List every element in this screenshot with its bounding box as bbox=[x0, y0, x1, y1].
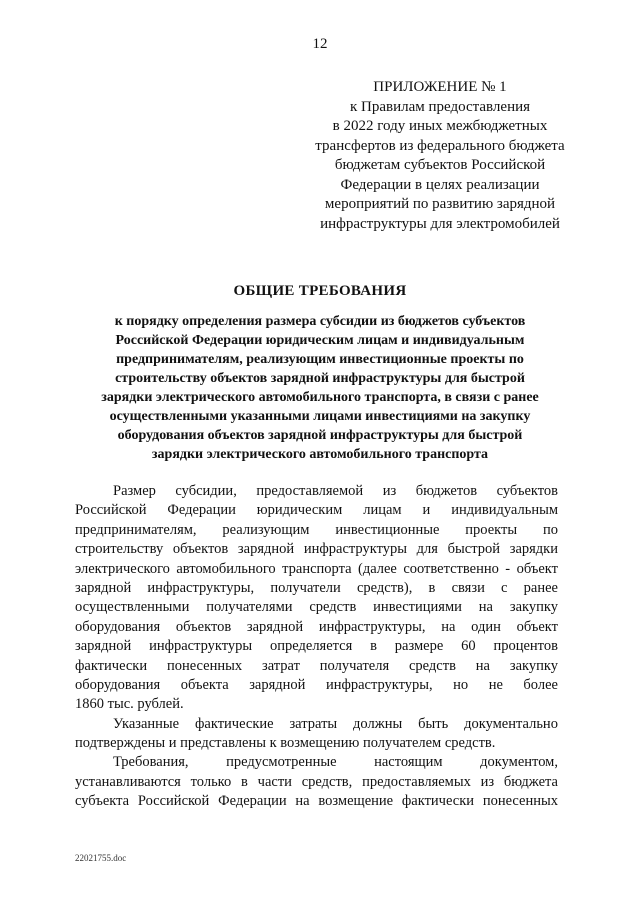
word: Федерации bbox=[218, 793, 287, 810]
subtitle-line: предпринимателям, реализующим инвестиционные проекты по bbox=[116, 352, 524, 367]
paragraph-2 bbox=[75, 715, 558, 754]
word: инфраструктуры, bbox=[325, 676, 433, 693]
word: получателя bbox=[319, 657, 390, 674]
word: объект bbox=[516, 618, 558, 635]
word: объектов bbox=[175, 618, 232, 635]
word: определяется bbox=[270, 638, 353, 655]
subtitle-line: осуществленными указанными лицами инвестициями на закупку bbox=[109, 409, 531, 424]
word: инфраструктуры bbox=[149, 638, 253, 655]
text-line bbox=[75, 753, 558, 772]
appendix-line: в 2022 году иных межбюджетных bbox=[332, 118, 548, 134]
word: субъекта bbox=[75, 793, 130, 810]
text-line bbox=[75, 540, 558, 559]
text-line bbox=[75, 482, 558, 501]
word: Размер bbox=[113, 483, 156, 499]
word: инвестициями bbox=[373, 599, 462, 616]
word: быть bbox=[418, 715, 449, 732]
appendix-line: Федерации в целях реализации bbox=[340, 176, 540, 193]
word: не bbox=[488, 676, 503, 693]
word: затраты bbox=[289, 715, 338, 732]
word: реализующим bbox=[222, 521, 310, 538]
word: в bbox=[241, 773, 248, 790]
word: настоящим bbox=[374, 754, 443, 771]
word: затрат bbox=[261, 657, 300, 674]
word: предоставляемых bbox=[362, 773, 471, 790]
text-line: 1860 тыс. рублей. bbox=[75, 696, 184, 713]
word: предпринимателям, bbox=[75, 521, 197, 538]
word: зарядной bbox=[249, 676, 306, 693]
word: бюджета bbox=[503, 773, 558, 790]
word: в bbox=[370, 638, 377, 655]
word: инфраструктуры, bbox=[147, 579, 255, 596]
word: документом, bbox=[480, 754, 558, 771]
word: для bbox=[416, 541, 438, 558]
word: процентов bbox=[493, 638, 558, 655]
word: бюджетов bbox=[415, 483, 478, 499]
word: инвестиционные bbox=[335, 521, 440, 538]
word: осуществленными bbox=[75, 599, 190, 616]
text-line bbox=[75, 501, 558, 520]
appendix-line: ПРИЛОЖЕНИЕ № 1 bbox=[373, 79, 507, 95]
word: на bbox=[478, 599, 493, 616]
text-line bbox=[75, 676, 558, 695]
word: объектов bbox=[172, 541, 229, 558]
word: закупку bbox=[509, 599, 558, 616]
word: транспорта bbox=[282, 560, 352, 577]
word: предусмотренные bbox=[226, 754, 337, 771]
text-line bbox=[75, 521, 558, 540]
appendix-line: бюджетам субъектов Российской bbox=[334, 157, 546, 173]
word: фактически bbox=[75, 657, 148, 674]
file-name-footer: 22021755.doc bbox=[75, 853, 127, 863]
word: возмещение bbox=[318, 793, 394, 810]
word: получателями bbox=[206, 599, 293, 616]
word: размере bbox=[394, 638, 444, 655]
text-line bbox=[75, 618, 558, 637]
word: зарядки bbox=[509, 541, 558, 558]
word: инфраструктуры bbox=[303, 541, 407, 558]
word: более bbox=[523, 676, 558, 693]
word: Требования, bbox=[113, 754, 189, 771]
word: на bbox=[475, 657, 490, 674]
word: должны bbox=[353, 715, 403, 732]
page-number: 12 bbox=[312, 36, 328, 52]
word: зарядной bbox=[246, 618, 304, 635]
text-line bbox=[75, 579, 558, 598]
word: но bbox=[453, 676, 469, 693]
word: документально bbox=[464, 715, 558, 732]
word: на bbox=[441, 618, 456, 635]
word: (далее bbox=[357, 560, 397, 577]
word: ранее bbox=[523, 579, 558, 596]
word: автомобильного bbox=[176, 560, 276, 577]
word: индивидуальным bbox=[451, 502, 558, 519]
subtitle-line: к порядку определения размера субсидии из бюджетов субъектов bbox=[114, 314, 526, 329]
appendix-line: мероприятий по развитию зарядной bbox=[324, 196, 556, 212]
body-text bbox=[75, 482, 558, 812]
word: понесенных bbox=[482, 793, 558, 810]
word: части bbox=[257, 773, 292, 790]
text-line bbox=[75, 657, 558, 676]
word: фактические bbox=[195, 715, 274, 732]
word: электрического bbox=[75, 560, 170, 577]
word: на bbox=[295, 793, 310, 810]
word: закупку bbox=[509, 657, 558, 674]
appendix-line: к Правилам предоставления bbox=[349, 98, 531, 115]
word: строительству bbox=[75, 541, 164, 558]
text-line bbox=[75, 637, 558, 656]
word: зарядной bbox=[75, 579, 132, 596]
word: оборудования bbox=[75, 618, 161, 635]
word: - bbox=[505, 560, 511, 577]
word: связи bbox=[451, 579, 485, 596]
word: средств bbox=[409, 657, 456, 674]
word: из bbox=[382, 483, 397, 499]
word: быстрой bbox=[447, 541, 501, 558]
subtitle-line: зарядки электрического автомобильного транспорта, в связи с ранее bbox=[101, 390, 539, 405]
word: один bbox=[471, 618, 501, 635]
appendix-line: трансфертов из федерального бюджета bbox=[315, 137, 565, 154]
word: устанавливаются bbox=[75, 773, 181, 790]
word: фактически bbox=[401, 793, 475, 810]
word: оборудования bbox=[75, 676, 161, 693]
word: лицам bbox=[363, 502, 402, 519]
word: предоставляемой bbox=[256, 483, 364, 499]
word: получатели bbox=[270, 579, 341, 596]
text-line: подтверждены и представлены к возмещению получателем средств. bbox=[75, 735, 496, 752]
subtitle-line: зарядки электрического автомобильного транспорта bbox=[151, 447, 489, 462]
word: из bbox=[480, 773, 495, 790]
appendix-line: инфраструктуры для электромобилей bbox=[320, 215, 560, 232]
word: только bbox=[190, 773, 232, 790]
word: объект bbox=[516, 560, 558, 577]
word: 60 bbox=[461, 638, 476, 655]
paragraph-3 bbox=[75, 753, 558, 811]
appendix-header bbox=[290, 78, 590, 234]
word: с bbox=[501, 579, 508, 596]
text-line bbox=[75, 598, 558, 617]
word: соответственно bbox=[403, 560, 499, 577]
word: средств, bbox=[301, 773, 353, 790]
word: объекта bbox=[180, 676, 229, 693]
text-line bbox=[75, 715, 558, 734]
paragraph-1 bbox=[75, 482, 558, 715]
word: средств), bbox=[356, 579, 413, 596]
word: юридическим bbox=[256, 502, 343, 519]
subtitle-line: Российской Федерации юридическим лицам и индивидуальным bbox=[115, 333, 525, 348]
word: средств bbox=[309, 599, 357, 616]
word: зарядной bbox=[237, 541, 295, 558]
word: Федерации bbox=[167, 502, 236, 519]
word: по bbox=[542, 521, 558, 538]
word: субсидии, bbox=[175, 483, 237, 499]
word: инфраструктуры, bbox=[318, 618, 426, 635]
text-line bbox=[75, 792, 558, 811]
document-subtitle bbox=[60, 312, 580, 464]
word: в bbox=[428, 579, 436, 596]
word: Российской bbox=[75, 502, 147, 519]
word: проекты bbox=[465, 521, 518, 538]
text-line bbox=[75, 773, 558, 792]
word: Российской bbox=[137, 793, 210, 810]
word: и bbox=[422, 502, 431, 519]
text-line bbox=[75, 560, 558, 579]
word: Указанные bbox=[113, 715, 180, 732]
word: субъектов bbox=[496, 483, 558, 499]
subtitle-line: строительству объектов зарядной инфраструктуры для быстрой bbox=[115, 371, 525, 386]
word: понесенных bbox=[166, 657, 243, 674]
document-title: ОБЩИЕ ТРЕБОВАНИЯ bbox=[233, 283, 407, 299]
word: зарядной bbox=[75, 638, 132, 655]
subtitle-line: оборудования объектов зарядной инфраструктуры для быстрой bbox=[117, 428, 523, 443]
